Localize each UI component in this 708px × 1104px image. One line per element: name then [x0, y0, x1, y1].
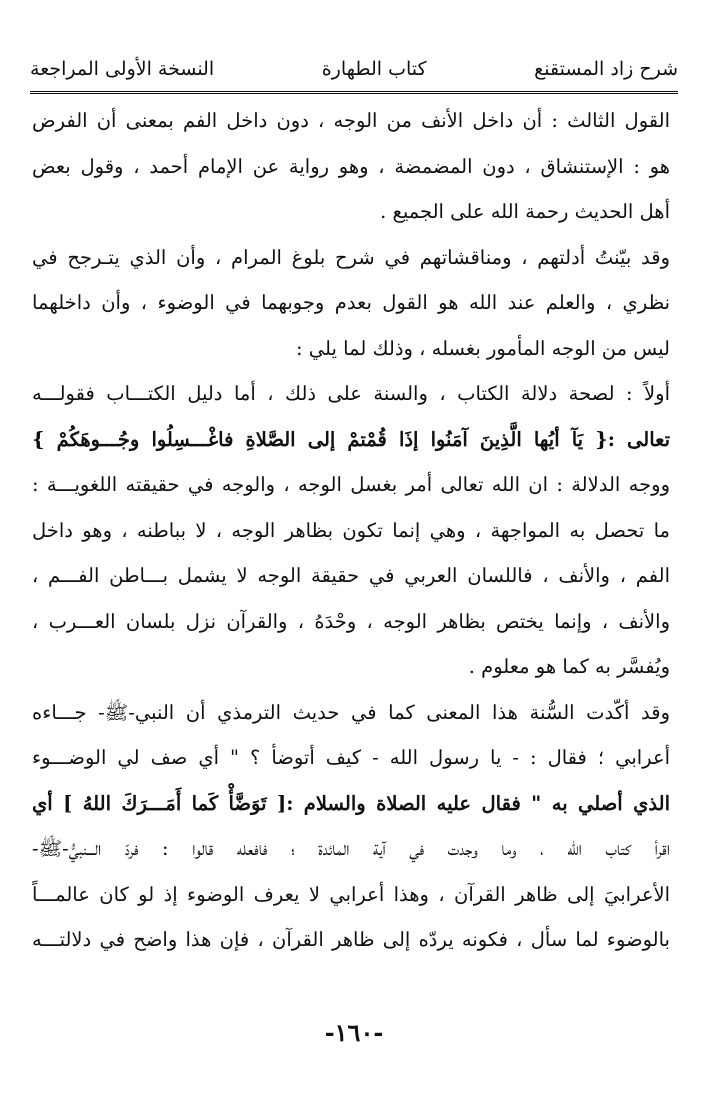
text-line: بالوضوء لما سأل ، فكونه يردّه إلى ظاهر القرآن ، فإن هذا واضح في دلالتـــه — [32, 928, 670, 951]
header-chapter: كتاب الطهارة — [321, 58, 427, 80]
paragraph-first-evidence — [32, 371, 670, 462]
header-book-title: شرح زاد المستقنع — [534, 58, 678, 80]
text-line: ووجه الدلالة : ان الله تعالى أمر بغسل الوجه ، والوجه في حقيقته اللغويـــة : — [32, 473, 670, 496]
text-line: أهل الحديث رحمة الله على الجميع . — [380, 200, 670, 223]
text-line: اقرأ كتاب الله ، وما وجدت في آية المائدة ؛ فافعله قالوا : فردّ الـــنبيُّ-ﷺ- — [32, 837, 670, 860]
body-text — [32, 98, 670, 963]
text-line: والأنف ، وإنما يختص بظاهر الوجه ، وحْدَهُ ، والقرآن نزل بلسان العـــرب ، — [32, 609, 670, 633]
text-line: ما تحصل به المواجهة ، وهي إنما تكون بظاهر الوجه ، لا بباطنه ، وهو داخل — [32, 518, 670, 542]
page-number: -١٦٠- — [324, 1018, 384, 1047]
text-line: وقد أكّدت السُّنة هذا المعنى كما في حديث الترمذي أن النبي-ﷺ- جـــاءه — [32, 700, 670, 724]
paragraph-third-opinion — [32, 98, 670, 235]
text-line: أعرابي ؛ فقال : - يا رسول الله - كيف أتوضأ ؟ " أي صف لي الوضـــوء — [32, 746, 670, 769]
text-line: وقد بيّنتُ أدلتهم ، ومناقشاتهم في شرح بلوغ المرام ، وأن الذي يتـرجح في — [32, 245, 670, 269]
quran-verse-line: تعالى :{ يَآ أيُها الَّذِينَ آمَنُوا إذَا قُمْتمْ إلى الصَّلاةِ فاغْـــسِلُوا وجُـــوهَكُمْ } — [32, 427, 670, 451]
text-line: الفم ، والأنف ، فاللسان العربي في حقيقة الوجه لا يشمل بـــاطن الفـــم ، — [32, 564, 670, 587]
paragraph-evidence-explanation — [32, 462, 670, 690]
header-divider — [30, 91, 678, 94]
hadith-line: الذي أصلي به " فقال عليه الصلاة والسلام :[ تَوَضَّأْ كَما أَمَـــرَكَ اللهُ ] أي — [32, 791, 670, 815]
text-line: هو : الإستنشاق ، دون المضمضة ، وهو رواية عن الإمام أحمد ، وقول بعض — [32, 154, 670, 178]
text-line: ليس من الوجه المأمور بغسله ، وذلك لما يلي : — [296, 336, 670, 360]
header-edition: النسخة الأولى المراجعة — [30, 58, 215, 80]
text-line: الأعرابيَ إلى ظاهر القرآن ، وهذا أعرابي لا يعرف الوضوء إذ لو كان عالمـــاً — [32, 882, 670, 906]
paragraph-sunnah-evidence — [32, 690, 670, 963]
text-line: أولاً : لصحة دلالة الكتاب ، والسنة على ذلك ، أما دليل الكتـــاب فقولـــه — [32, 382, 670, 405]
text-line: القول الثالث : أن داخل الأنف من الوجه ، دون داخل الفم بمعنى أن الفرض — [32, 109, 670, 132]
paragraph-preferred-view — [32, 235, 670, 372]
text-line: ويُفسَّر به كما هو معلوم . — [468, 655, 670, 678]
text-line: نظري ، والعلم عند الله هو القول بعدم وجوبهما في الوضوء ، وأن داخلهما — [32, 291, 670, 314]
running-header — [30, 52, 678, 86]
